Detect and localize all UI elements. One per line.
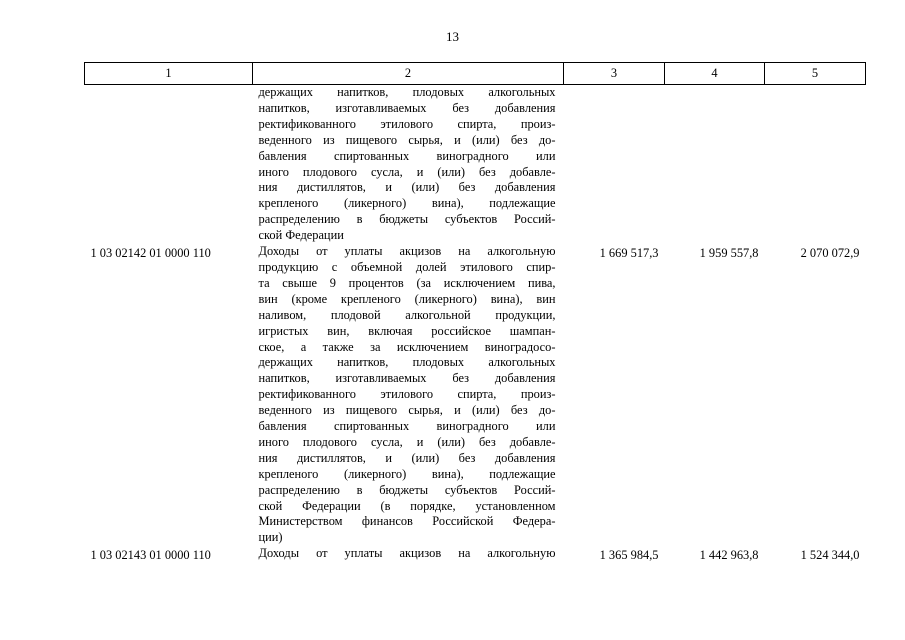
description-line: напитков, изготавливаемых без добавления [258,100,556,115]
description-line: ния дистиллятов, и (или) без добавления [258,180,556,195]
page-number: 13 [446,29,459,44]
description-line: иного плодового сусла, и (или) без добавле- [258,434,556,449]
description-line: веденного из пищевого сырья, и (или) без до- [258,132,556,147]
budget-table [84,62,866,564]
header-col-5: 5 [765,63,866,85]
header-row [85,63,866,85]
table-row [85,546,866,564]
row-value-col5: 2 070 072,9 [800,246,860,261]
row-value-col3: 1 365 984,5 [599,548,659,563]
row-description [253,85,564,245]
description-line: иного плодового сусла, и (или) без добавле- [258,164,556,179]
description-line: ской Федерации (в порядке, установленном [258,498,556,513]
description-line: веденного из пищевого сырья, и (или) без до- [258,403,556,418]
description-line: наливом, плодовой алкогольной продукции, [258,307,556,322]
description-line: Доходы от уплаты акцизов на алкогольную [258,244,556,259]
description-line: бавления спиртованных виноградного или [258,148,556,163]
description-line: бавления спиртованных виноградного или [258,419,556,434]
description-line: игристых вин, включая российское шампан- [258,323,556,338]
row-value-col5 [765,85,866,245]
description-line: продукцию с объемной долей этилового спир- [258,259,556,274]
row-code: 1 03 02143 01 0000 110 [90,548,211,563]
description-line: ния дистиллятов, и (или) без добавления [258,450,556,465]
header-col-3: 3 [564,63,665,85]
description-line: распределению в бюджеты субъектов Россий- [258,212,556,227]
row-code: 1 03 02142 01 0000 110 [90,246,211,261]
header-col-2: 2 [253,63,564,85]
row-value-col3: 1 669 517,3 [599,246,659,261]
row-value-col3 [564,85,665,245]
row-value-col4: 1 442 963,8 [699,548,759,563]
header-col-4: 4 [665,63,765,85]
table-body [85,85,866,565]
table-row [85,244,866,546]
row-value-col4 [665,85,765,245]
header-col-1: 1 [85,63,253,85]
table-row [85,85,866,245]
description-line: напитков, изготавливаемых без добавления [258,371,556,386]
description-line: Доходы от уплаты акцизов на алкогольную [258,546,556,561]
row-description [253,546,564,564]
description-line: та свыше 9 процентов (за исключением пива, [258,275,556,290]
description-line: держащих напитков, плодовых алкогольных [258,355,556,370]
description-line: крепленого (ликерного) вина), подлежащие [258,196,556,211]
description-line: ректификованного этилового спирта, произ- [258,387,556,402]
row-value-col5: 1 524 344,0 [800,548,860,563]
description-line: ской Федерации [258,228,344,243]
description-line: крепленого (ликерного) вина), подлежащие [258,466,556,481]
row-code [85,85,253,245]
description-line: ректификованного этилового спирта, произ- [258,116,556,131]
row-value-col4: 1 959 557,8 [699,246,759,261]
description-line: ское, а также за исключением виноградосо- [258,339,556,354]
description-line: держащих напитков, плодовых алкогольных [258,85,556,99]
description-line: распределению в бюджеты субъектов Россий- [258,482,556,497]
description-line: ции) [258,530,283,545]
description-line: вин (кроме крепленого (ликерного) вина), вин [258,291,556,306]
description-line: Министерством финансов Российской Федера- [258,514,556,529]
row-description [253,244,564,546]
